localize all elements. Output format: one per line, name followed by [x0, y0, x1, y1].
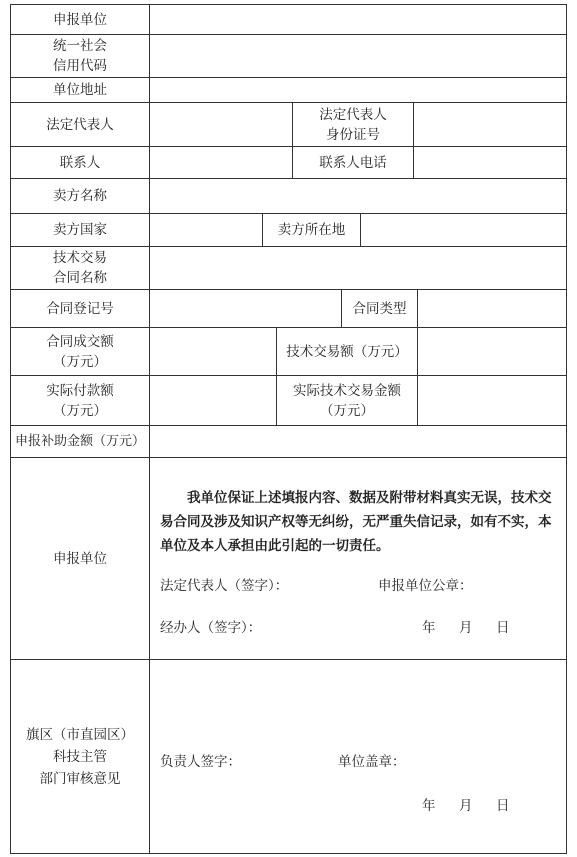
tech-amount-value[interactable]: [417, 328, 566, 375]
applicant-seal[interactable]: 申报单位公章：: [378, 578, 473, 594]
row-seller-country: [11, 213, 566, 246]
review-label: 旗区（市直园区） 科技主管 部门审核意见: [26, 726, 134, 787]
contract-amount-label: 合同成交额 （万元）: [46, 333, 114, 370]
contract-name-label: 技术交易 合同名称: [53, 250, 107, 286]
row-contact: [11, 146, 566, 178]
contract-type-value[interactable]: [417, 290, 566, 327]
responsible-signature[interactable]: 负责人签字：: [160, 754, 241, 770]
review-year: 年: [422, 798, 436, 814]
applicant-value[interactable]: [149, 5, 566, 34]
application-form-table: [10, 4, 567, 854]
legal-rep-signature[interactable]: 法定代表人（签字）：: [160, 578, 289, 594]
actual-payment-value[interactable]: [149, 376, 276, 425]
seller-country-label: 卖方国家: [53, 222, 107, 238]
review-day: 日: [496, 798, 510, 814]
row-seller-name: [11, 178, 566, 213]
row-legal-rep: [11, 102, 566, 146]
contract-reg-label: 合同登记号: [46, 300, 114, 317]
handler-signature[interactable]: 经办人（签字）：: [160, 620, 262, 636]
seller-location-label: 卖方所在地: [262, 214, 360, 246]
legal-rep-value[interactable]: [149, 103, 292, 146]
row-declaration: [11, 457, 566, 659]
actual-tech-amount-label: 实际技术交易金额 （万元）: [276, 376, 417, 425]
row-contract-name: [11, 246, 566, 289]
row-subsidy: [11, 425, 566, 457]
declaration-day: 日: [496, 620, 510, 636]
contact-label: 联系人: [59, 154, 101, 171]
address-label: 单位地址: [53, 82, 107, 98]
actual-tech-amount-value[interactable]: [417, 376, 566, 425]
seller-location-value[interactable]: [360, 214, 566, 246]
contact-phone-value[interactable]: [413, 147, 566, 178]
contract-type-label: 合同类型: [341, 290, 417, 327]
contract-name-value[interactable]: [149, 247, 566, 289]
credit-code-value[interactable]: [149, 35, 566, 77]
subsidy-value[interactable]: [149, 426, 566, 457]
declaration-area: [149, 458, 566, 659]
contact-phone-label: 联系人电话: [292, 147, 413, 178]
unit-seal[interactable]: 单位盖章：: [338, 754, 406, 770]
contract-reg-value[interactable]: [149, 290, 341, 327]
credit-code-label: 统一社会 信用代码: [53, 38, 107, 74]
declaration-statement: 我单位保证上述填报内容、数据及附带材料真实无误，技术交易合同及涉及知识产权等无纠纷，无严重失信记录，如有不实，本单位及本人承担由此引起的一切责任。: [160, 490, 552, 554]
applicant-label: 申报单位: [53, 11, 107, 28]
subsidy-label: 申报补助金额（万元）: [14, 433, 145, 449]
contract-amount-value[interactable]: [149, 328, 276, 375]
row-contract-amount: [11, 327, 566, 375]
row-address: [11, 77, 566, 102]
declaration-label: 申报单位: [53, 550, 107, 567]
legal-rep-id-label: 法定代表人 身份证号: [292, 103, 413, 146]
row-credit-code: [11, 34, 566, 77]
row-contract-reg: [11, 289, 566, 327]
declaration-month: 月: [459, 620, 473, 636]
seller-name-label: 卖方名称: [53, 188, 107, 204]
address-value[interactable]: [149, 78, 566, 102]
row-actual-payment: [11, 375, 566, 425]
row-applicant: [11, 5, 566, 34]
seller-country-value[interactable]: [149, 214, 262, 246]
review-area: [149, 660, 566, 853]
legal-rep-id-value[interactable]: [413, 103, 566, 146]
legal-rep-label: 法定代表人: [46, 116, 114, 133]
seller-name-value[interactable]: [149, 179, 566, 213]
row-review: [11, 659, 566, 853]
review-month: 月: [459, 798, 473, 814]
declaration-year: 年: [422, 620, 436, 636]
contact-value[interactable]: [149, 147, 292, 178]
tech-amount-label: 技术交易额（万元）: [276, 328, 417, 375]
actual-payment-label: 实际付款额 （万元）: [46, 382, 114, 419]
